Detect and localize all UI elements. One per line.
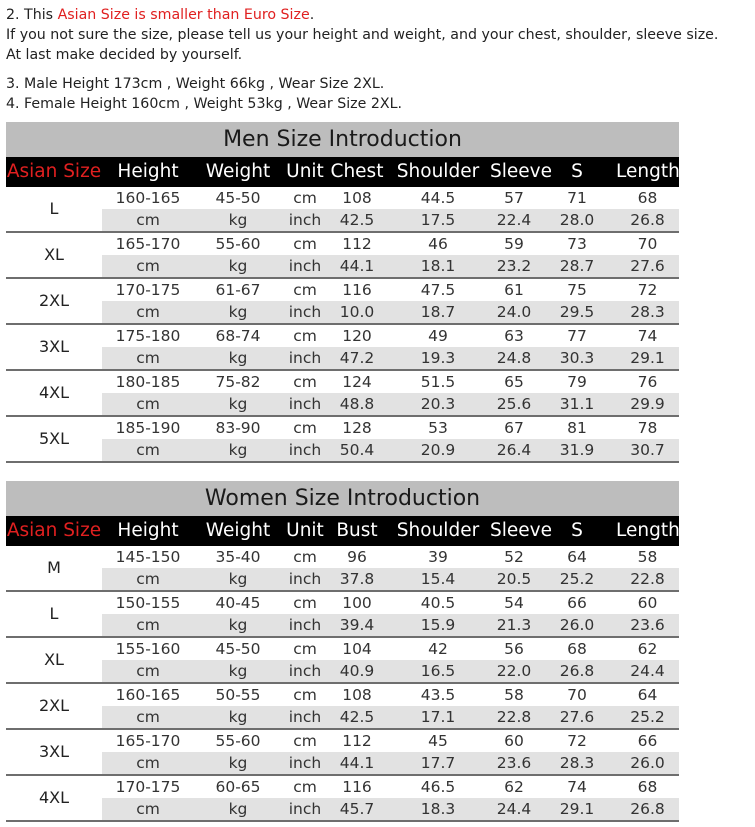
- table-cell: 29.1: [630, 349, 665, 367]
- table-cell: 22.0: [496, 662, 532, 680]
- table-cell: 112: [342, 732, 372, 750]
- column-header: Weight: [205, 520, 271, 541]
- table-cell: 24.4: [630, 662, 665, 680]
- table-cell: kg: [228, 257, 248, 275]
- column-header: Unit: [286, 161, 324, 182]
- table-cell: cm: [136, 754, 160, 772]
- table-cell: 27.6: [630, 257, 665, 275]
- table-cell: 45.7: [339, 800, 375, 818]
- table-cell: 49: [428, 327, 448, 345]
- table-cell: cm: [293, 640, 317, 658]
- table-cell: 145-150: [115, 548, 181, 566]
- table-cell: 185-190: [115, 419, 181, 437]
- table-cell: 81: [567, 419, 587, 437]
- size-label: 3XL: [38, 337, 70, 356]
- table-cell: 27.6: [559, 708, 595, 726]
- table-cell: 116: [342, 281, 372, 299]
- table-cell: 28.3: [559, 754, 595, 772]
- size-label: M: [47, 558, 61, 577]
- table-row-inch: [6, 706, 679, 728]
- table-cell: inch: [288, 211, 322, 229]
- table-row-cm: [6, 638, 679, 660]
- size-row-group: [6, 325, 679, 371]
- table-cell: cm: [293, 189, 317, 207]
- column-header: Shoulder: [396, 161, 480, 182]
- table-cell: 37.8: [339, 570, 375, 588]
- table-cell: 44.5: [420, 189, 456, 207]
- table-cell: 57: [504, 189, 524, 207]
- size-row-group: [6, 371, 679, 417]
- table-cell: 52: [504, 548, 524, 566]
- table-cell: 60-65: [215, 778, 261, 796]
- table-cell: inch: [288, 708, 322, 726]
- column-header: Sleeve: [490, 161, 552, 182]
- table-cell: 56: [504, 640, 524, 658]
- table-cell: cm: [136, 257, 160, 275]
- table-cell: cm: [136, 303, 160, 321]
- table-cell: cm: [293, 373, 317, 391]
- table-cell: cm: [136, 211, 160, 229]
- column-header: Asian Size: [6, 520, 102, 541]
- table-row-cm: [6, 279, 679, 301]
- table-cell: 26.4: [496, 441, 532, 459]
- table-row-cm: [6, 371, 679, 393]
- note-decide: At last make decided by yourself.: [6, 47, 243, 63]
- size-label: 5XL: [38, 429, 70, 448]
- table-row-inch: [6, 347, 679, 369]
- table-cell: 70: [567, 686, 587, 704]
- table-cell: 24.8: [496, 349, 532, 367]
- table-cell: 28.0: [559, 211, 595, 229]
- table-cell: 42.5: [339, 708, 375, 726]
- table-cell: inch: [288, 800, 322, 818]
- column-header: Length: [616, 161, 680, 182]
- table-cell: 22.8: [630, 570, 665, 588]
- table-cell: inch: [288, 441, 322, 459]
- size-label: 4XL: [38, 788, 70, 807]
- table-cell: 71: [567, 189, 587, 207]
- size-row-group: [6, 417, 679, 463]
- size-label: L: [49, 604, 59, 623]
- table-cell: 165-170: [115, 235, 181, 253]
- table-cell: 50-55: [215, 686, 261, 704]
- table-cell: 39: [428, 548, 448, 566]
- table-cell: inch: [288, 662, 322, 680]
- size-label: XL: [44, 245, 64, 264]
- table-cell: 23.6: [496, 754, 532, 772]
- table-cell: 96: [347, 548, 367, 566]
- note-asian-size: 2. This Asian Size is smaller than Euro Size.: [6, 7, 315, 23]
- size-notes: [6, 5, 718, 114]
- table-cell: 16.5: [420, 662, 456, 680]
- table-row-inch: [6, 752, 679, 774]
- column-header: S: [571, 520, 583, 541]
- note-highlight: Asian Size is smaller than Euro Size: [57, 7, 310, 23]
- note-female-example: 4. Female Height 160cm , Weight 53kg , Wear Size 2XL.: [6, 96, 402, 112]
- table-cell: 78: [637, 419, 658, 437]
- table-cell: 26.8: [559, 662, 595, 680]
- table-cell: cm: [293, 327, 317, 345]
- table-cell: 75-82: [215, 373, 261, 391]
- table-cell: 61: [504, 281, 524, 299]
- table-row-cm: [6, 730, 679, 752]
- table-cell: 26.0: [630, 754, 665, 772]
- table-cell: 40.5: [420, 594, 456, 612]
- table-cell: 165-170: [115, 732, 181, 750]
- table-cell: 108: [342, 189, 372, 207]
- table-cell: 170-175: [115, 778, 181, 796]
- table-cell: 18.7: [420, 303, 456, 321]
- table-cell: 120: [342, 327, 372, 345]
- table-cell: 25.2: [559, 570, 595, 588]
- table-row-inch: [6, 439, 679, 461]
- table-cell: 29.5: [559, 303, 595, 321]
- table-cell: 29.9: [630, 395, 665, 413]
- table-cell: 60: [637, 594, 658, 612]
- table-cell: 42: [428, 640, 448, 658]
- table-cell: kg: [228, 395, 248, 413]
- table-cell: 40-45: [215, 594, 261, 612]
- table-cell: 74: [637, 327, 658, 345]
- table-cell: 17.1: [420, 708, 456, 726]
- table-cell: 55-60: [215, 732, 261, 750]
- table-cell: 46.5: [420, 778, 456, 796]
- table-cell: 128: [342, 419, 372, 437]
- table-row-cm: [6, 546, 679, 568]
- table-cell: 74: [567, 778, 587, 796]
- table-row-cm: [6, 592, 679, 614]
- table-cell: 40.9: [339, 662, 375, 680]
- table-cell: inch: [288, 395, 322, 413]
- table-row-cm: [6, 187, 679, 209]
- table-cell: cm: [136, 662, 160, 680]
- table-cell: kg: [228, 441, 248, 459]
- table-row-inch: [6, 568, 679, 590]
- table-cell: 43.5: [420, 686, 456, 704]
- table-cell: 25.2: [630, 708, 665, 726]
- table-cell: 70: [637, 235, 658, 253]
- table-cell: 55-60: [215, 235, 261, 253]
- note-male-example: 3. Male Height 173cm , Weight 66kg , Wear Size 2XL.: [6, 76, 385, 92]
- women-table-title: Women Size Introduction: [6, 481, 679, 516]
- table-cell: 22.8: [496, 708, 532, 726]
- table-cell: cm: [293, 686, 317, 704]
- table-cell: 26.8: [630, 211, 665, 229]
- size-label: L: [49, 199, 59, 218]
- table-cell: 68: [637, 189, 658, 207]
- table-cell: 64: [567, 548, 587, 566]
- table-cell: 180-185: [115, 373, 181, 391]
- table-row-inch: [6, 255, 679, 277]
- column-header: Sleeve: [490, 520, 552, 541]
- table-cell: 160-165: [115, 189, 181, 207]
- table-cell: 29.1: [559, 800, 595, 818]
- table-cell: 28.7: [559, 257, 595, 275]
- table-cell: 39.4: [339, 616, 375, 634]
- size-row-group: [6, 638, 679, 684]
- size-label: XL: [44, 650, 64, 669]
- table-cell: 59: [504, 235, 524, 253]
- table-cell: 68-74: [215, 327, 261, 345]
- column-header: Bust: [336, 520, 378, 541]
- table-cell: 45-50: [215, 189, 261, 207]
- size-label: 2XL: [38, 291, 70, 310]
- column-header: Height: [117, 520, 179, 541]
- table-cell: cm: [136, 708, 160, 726]
- size-row-group: [6, 592, 679, 638]
- table-cell: 48.8: [339, 395, 375, 413]
- table-row-cm: [6, 417, 679, 439]
- table-cell: 155-160: [115, 640, 181, 658]
- table-cell: cm: [136, 570, 160, 588]
- table-cell: 100: [342, 594, 372, 612]
- women-table-header: [6, 516, 679, 546]
- table-cell: 17.7: [420, 754, 456, 772]
- table-cell: kg: [228, 303, 248, 321]
- table-row-cm: [6, 776, 679, 798]
- size-row-group: [6, 684, 679, 730]
- table-cell: 150-155: [115, 594, 181, 612]
- size-label: 3XL: [38, 742, 70, 761]
- table-row-inch: [6, 614, 679, 636]
- table-cell: inch: [288, 570, 322, 588]
- table-cell: 64: [637, 686, 658, 704]
- table-cell: 67: [504, 419, 524, 437]
- men-size-table: [6, 122, 679, 463]
- table-cell: 28.3: [630, 303, 665, 321]
- table-cell: cm: [136, 441, 160, 459]
- size-row-group: [6, 546, 679, 592]
- table-row-cm: [6, 684, 679, 706]
- column-header: Chest: [330, 161, 384, 182]
- table-cell: 26.8: [630, 800, 665, 818]
- table-cell: 46: [428, 235, 448, 253]
- table-cell: 20.5: [496, 570, 532, 588]
- table-cell: 76: [637, 373, 658, 391]
- table-cell: 116: [342, 778, 372, 796]
- size-row-group: [6, 776, 679, 822]
- table-cell: kg: [228, 211, 248, 229]
- table-cell: 44.1: [339, 754, 375, 772]
- table-cell: 62: [504, 778, 524, 796]
- table-cell: inch: [288, 257, 322, 275]
- table-cell: 170-175: [115, 281, 181, 299]
- table-cell: cm: [136, 395, 160, 413]
- table-cell: 124: [342, 373, 372, 391]
- table-cell: 54: [504, 594, 524, 612]
- table-cell: 61-67: [215, 281, 261, 299]
- women-size-table: [6, 481, 679, 822]
- note-advice: If you not sure the size, please tell us your height and weight, and your chest, shoulder, sleeve size.: [6, 27, 719, 43]
- table-cell: 30.3: [559, 349, 595, 367]
- table-cell: kg: [228, 349, 248, 367]
- table-cell: 47.5: [420, 281, 456, 299]
- table-cell: 75: [567, 281, 587, 299]
- table-cell: 31.1: [559, 395, 595, 413]
- table-cell: cm: [293, 235, 317, 253]
- table-cell: 19.3: [420, 349, 456, 367]
- table-cell: cm: [293, 281, 317, 299]
- table-cell: kg: [228, 708, 248, 726]
- table-cell: 58: [637, 548, 658, 566]
- table-cell: inch: [288, 303, 322, 321]
- table-cell: 18.3: [420, 800, 456, 818]
- table-cell: kg: [228, 570, 248, 588]
- table-cell: 47.2: [339, 349, 375, 367]
- table-cell: 45: [428, 732, 448, 750]
- table-cell: 83-90: [215, 419, 261, 437]
- table-cell: cm: [136, 800, 160, 818]
- table-cell: cm: [293, 548, 317, 566]
- table-cell: kg: [228, 754, 248, 772]
- table-cell: 42.5: [339, 211, 375, 229]
- table-cell: 10.0: [339, 303, 375, 321]
- table-cell: 60: [504, 732, 524, 750]
- table-cell: 62: [637, 640, 658, 658]
- table-cell: 108: [342, 686, 372, 704]
- table-cell: kg: [228, 662, 248, 680]
- table-cell: 160-165: [115, 686, 181, 704]
- men-table-title: Men Size Introduction: [6, 122, 679, 157]
- column-header: Length: [616, 520, 680, 541]
- table-cell: 112: [342, 235, 372, 253]
- table-cell: kg: [228, 800, 248, 818]
- table-cell: 58: [504, 686, 524, 704]
- table-cell: 21.3: [496, 616, 532, 634]
- table-cell: inch: [288, 349, 322, 367]
- table-cell: 15.4: [420, 570, 456, 588]
- table-cell: 23.2: [496, 257, 532, 275]
- table-cell: cm: [293, 594, 317, 612]
- size-label: 4XL: [38, 383, 70, 402]
- table-cell: 65: [504, 373, 524, 391]
- table-cell: 45-50: [215, 640, 261, 658]
- table-cell: 73: [567, 235, 587, 253]
- table-cell: 35-40: [215, 548, 261, 566]
- table-cell: inch: [288, 754, 322, 772]
- table-row-cm: [6, 233, 679, 255]
- table-cell: 17.5: [420, 211, 456, 229]
- table-cell: cm: [293, 732, 317, 750]
- men-table-header: [6, 157, 679, 187]
- table-cell: 50.4: [339, 441, 375, 459]
- table-row-inch: [6, 393, 679, 415]
- size-row-group: [6, 187, 679, 233]
- table-cell: 25.6: [496, 395, 532, 413]
- table-cell: cm: [293, 419, 317, 437]
- size-row-group: [6, 279, 679, 325]
- table-cell: 63: [504, 327, 524, 345]
- column-header: Height: [117, 161, 179, 182]
- table-cell: 15.9: [420, 616, 456, 634]
- table-cell: 104: [342, 640, 372, 658]
- table-cell: 77: [567, 327, 587, 345]
- table-cell: 30.7: [630, 441, 665, 459]
- column-header: S: [571, 161, 583, 182]
- size-row-group: [6, 730, 679, 776]
- table-cell: 20.9: [420, 441, 456, 459]
- table-cell: cm: [293, 778, 317, 796]
- table-cell: 24.0: [496, 303, 532, 321]
- table-cell: 23.6: [630, 616, 665, 634]
- table-row-inch: [6, 209, 679, 231]
- column-header: Asian Size: [6, 161, 102, 182]
- table-row-inch: [6, 660, 679, 682]
- table-row-inch: [6, 301, 679, 323]
- table-row-inch: [6, 798, 679, 820]
- size-label: 2XL: [38, 696, 70, 715]
- column-header: Weight: [205, 161, 271, 182]
- column-header: Shoulder: [396, 520, 480, 541]
- table-cell: 53: [428, 419, 448, 437]
- table-cell: 175-180: [115, 327, 181, 345]
- table-cell: 51.5: [420, 373, 456, 391]
- table-cell: 18.1: [420, 257, 456, 275]
- table-cell: 66: [637, 732, 658, 750]
- table-row-cm: [6, 325, 679, 347]
- table-cell: 26.0: [559, 616, 595, 634]
- table-cell: 24.4: [496, 800, 532, 818]
- table-cell: cm: [136, 349, 160, 367]
- table-cell: 20.3: [420, 395, 456, 413]
- table-cell: 31.9: [559, 441, 595, 459]
- table-cell: 72: [567, 732, 587, 750]
- column-header: Unit: [286, 520, 324, 541]
- table-cell: 68: [567, 640, 587, 658]
- table-cell: 68: [637, 778, 658, 796]
- table-cell: kg: [228, 616, 248, 634]
- size-row-group: [6, 233, 679, 279]
- table-cell: cm: [136, 616, 160, 634]
- table-cell: inch: [288, 616, 322, 634]
- table-cell: 22.4: [496, 211, 532, 229]
- table-cell: 79: [567, 373, 587, 391]
- table-cell: 72: [637, 281, 658, 299]
- table-cell: 66: [567, 594, 587, 612]
- table-cell: 44.1: [339, 257, 375, 275]
